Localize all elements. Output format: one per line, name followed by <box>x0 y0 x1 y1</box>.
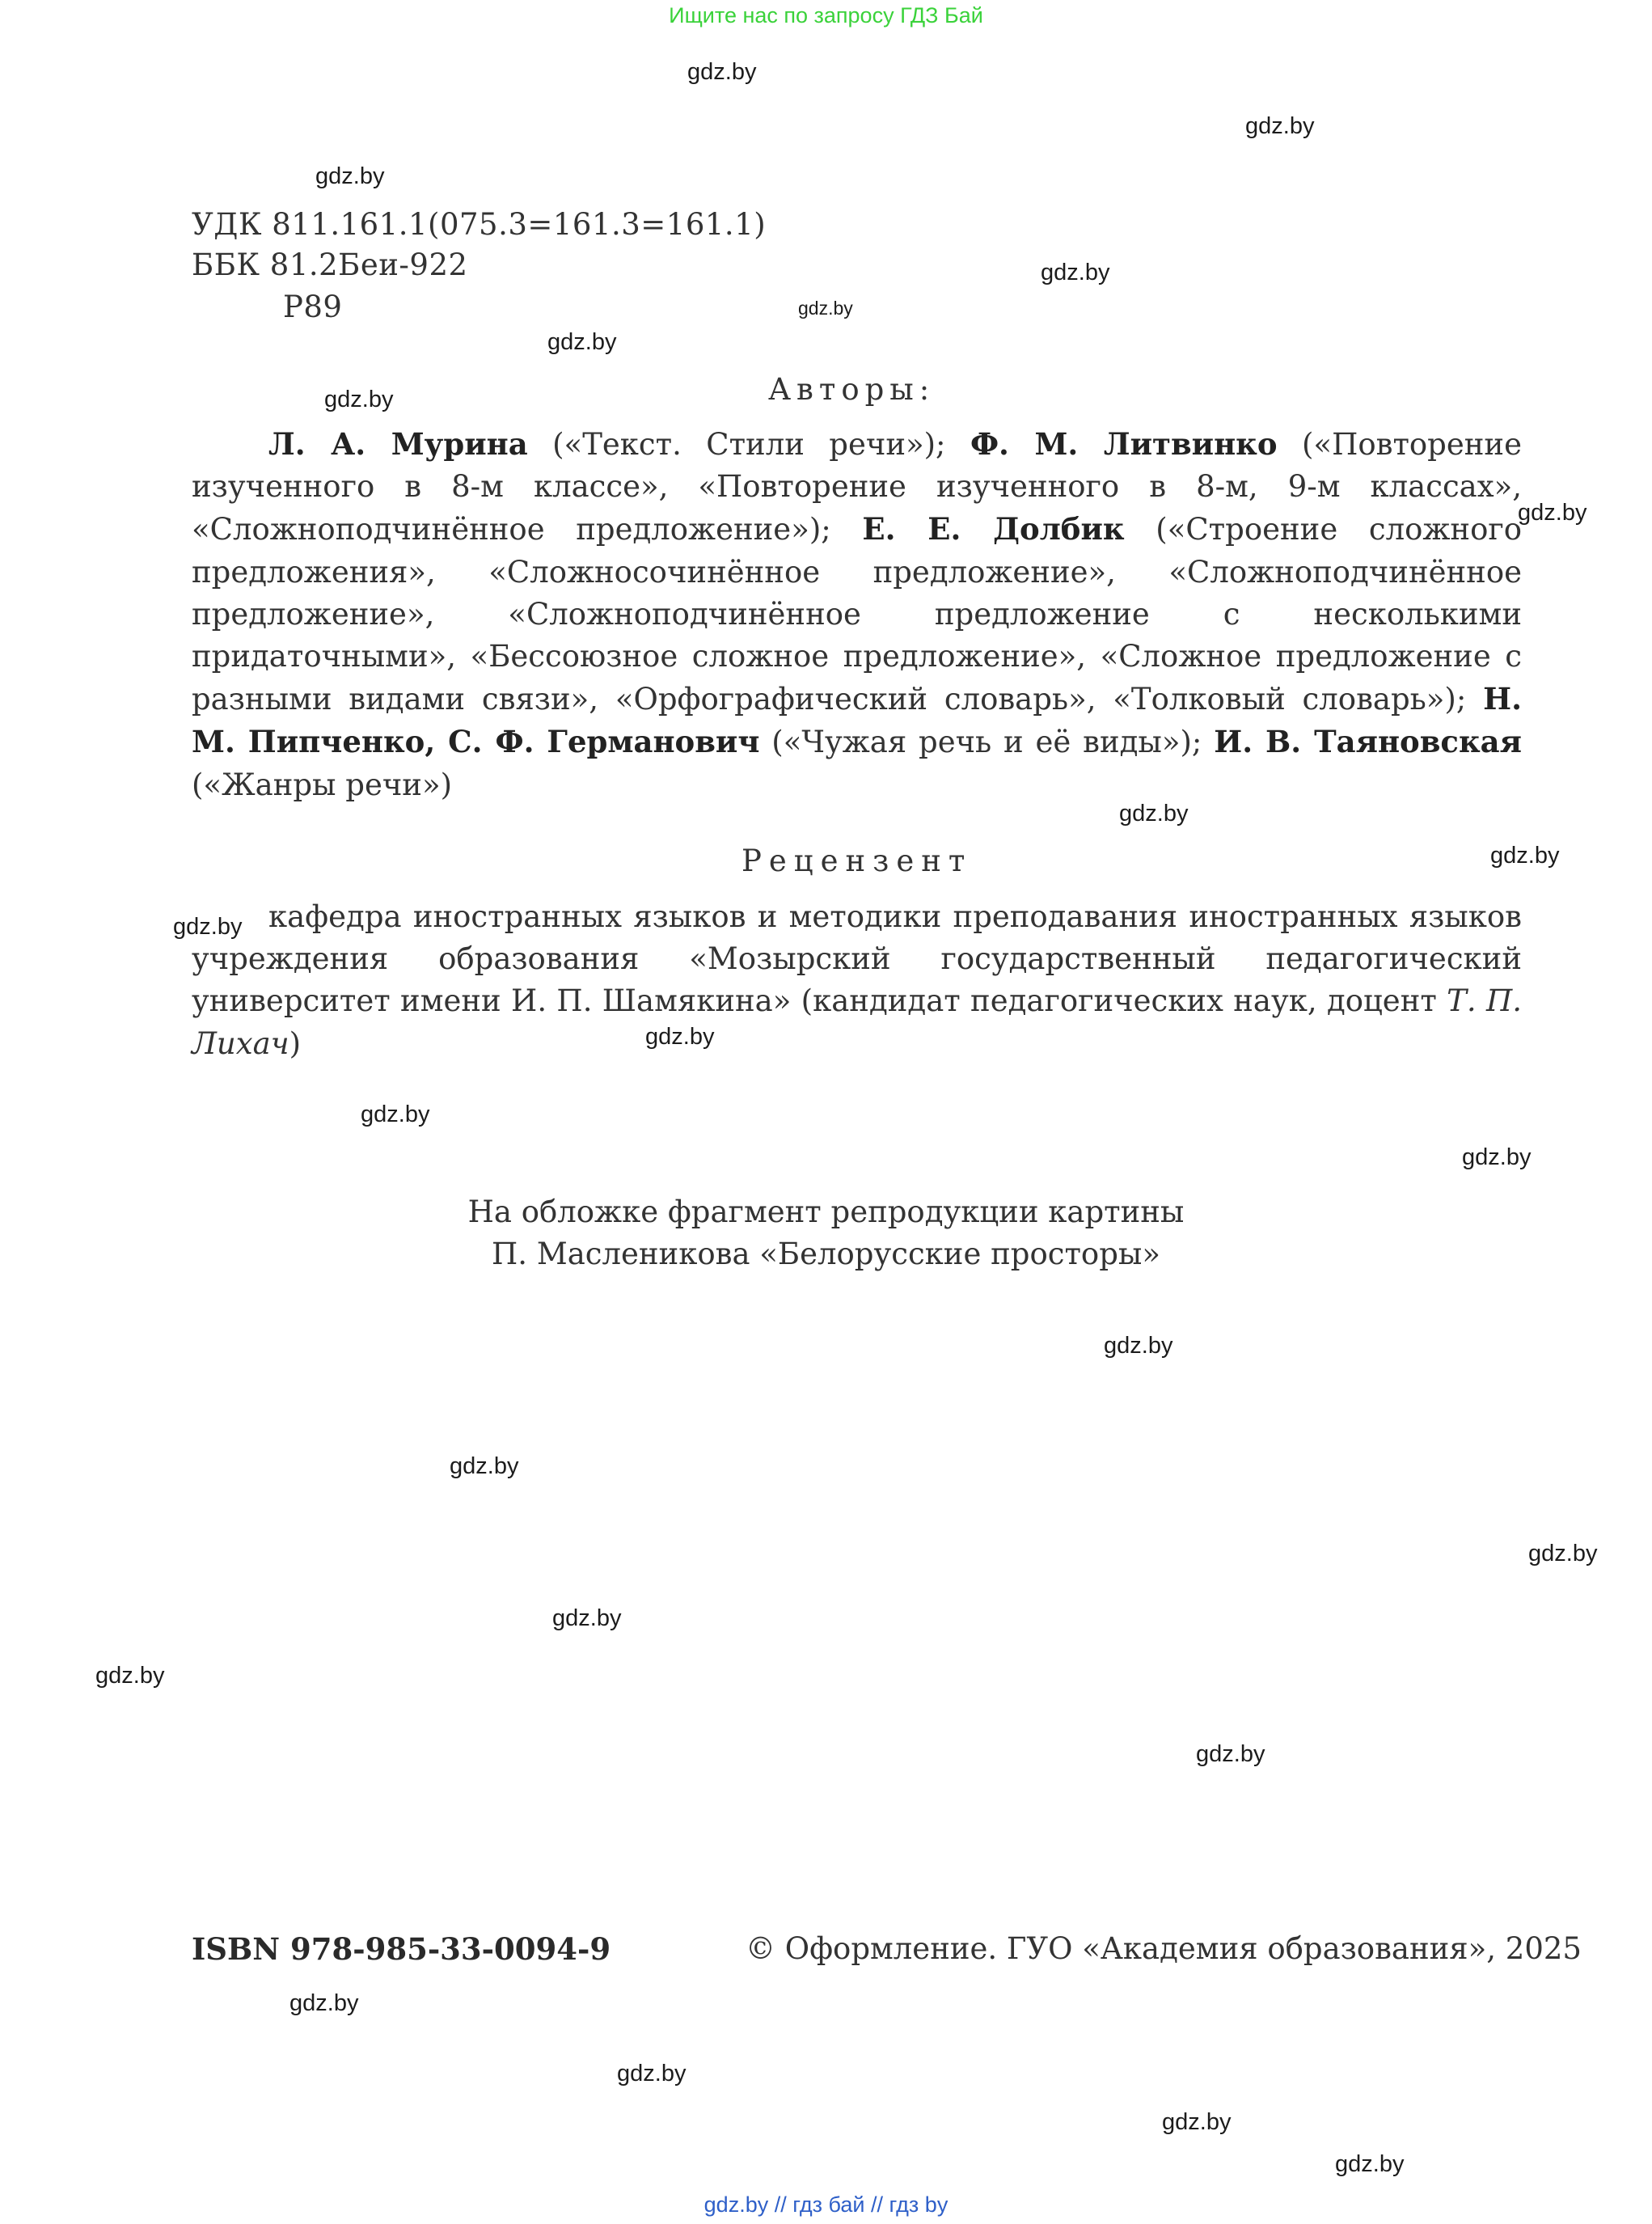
bbk-code: ББК 81.2Беи-922 <box>192 247 468 282</box>
watermark: gdz.by <box>552 1605 622 1631</box>
author-name: Ф. М. Литвинко <box>970 426 1278 462</box>
author-name: Л. А. Мурина <box>268 426 528 462</box>
footer-link[interactable]: gdz.by <box>703 2192 769 2217</box>
reviewer-paragraph <box>192 896 1522 1065</box>
author-works: («Жанры речи») <box>192 767 453 802</box>
udk-code: УДК 811.161.1(075.3=161.3=161.1) <box>192 207 767 242</box>
reviewer-text: кафедра иностранных языков и методики преподавания иностранных языков учреждения образования «Мозырский государственный педагогический университет имени И. П. Шамякина» (кандидат педагогических наук, доцент <box>192 899 1522 1019</box>
watermark: gdz.by <box>1518 500 1587 526</box>
cover-note <box>0 1191 1652 1275</box>
footer-links <box>0 2192 1652 2218</box>
watermark: gdz.by <box>1490 843 1560 869</box>
watermark: gdz.by <box>315 163 385 189</box>
authors-paragraph <box>192 423 1522 806</box>
watermark: gdz.by <box>289 1990 359 2016</box>
watermark: gdz.by <box>547 329 617 355</box>
footer-separator: // <box>774 2192 787 2217</box>
author-name: Е. Е. Долбик <box>862 511 1125 548</box>
reviewer-text-end: ) <box>289 1025 302 1061</box>
watermark: gdz.by <box>1245 113 1315 139</box>
watermark: gdz.by <box>95 1663 165 1689</box>
watermark: gdz.by <box>324 387 394 412</box>
watermark: gdz.by <box>687 59 757 85</box>
reviewer-heading: Рецензент <box>741 844 973 878</box>
author-works: («Строение сложного предложения», «Сложносочинённое предложение», «Сложноподчинённое предложение», «Сложноподчинённое предложение с несколькими придаточными», «Бессоюзное сложное предложение», «Сложное предложение с разными видами связи», «Орфографический словарь», «Толковый словарь»); <box>192 512 1523 717</box>
watermark: gdz.by <box>1462 1144 1532 1170</box>
watermark: gdz.by <box>1335 2151 1405 2177</box>
footer-link[interactable]: гдз by <box>889 2192 949 2217</box>
watermark: gdz.by <box>1162 2109 1232 2135</box>
author-name: Н. М. Пипченко, С. Ф. Германович <box>192 681 1522 760</box>
cover-line: П. Масленикова «Белорусские просторы» <box>492 1237 1160 1271</box>
authors-heading: Авторы: <box>768 372 936 407</box>
reviewer-name: Т. П. Лихач <box>192 983 1522 1061</box>
author-works: («Чужая речь и её виды»); <box>759 725 1215 760</box>
top-banner: Ищите нас по запросу ГДЗ Бай <box>669 3 983 27</box>
watermark: gdz.by <box>1196 1741 1265 1767</box>
watermark: gdz.by <box>617 2061 687 2087</box>
footer-separator: // <box>871 2192 884 2217</box>
watermark: gdz.by <box>645 1024 715 1050</box>
author-works: («Повторение изученного в 8-м классе», «Повторение изученного в 8-м, 9-м классах», «Сложноподчинённое предложение»); <box>192 427 1522 548</box>
author-mark: Р89 <box>283 290 343 324</box>
isbn: ISBN 978-985-33-0094-9 <box>192 1931 611 1967</box>
watermark: gdz.by <box>173 914 243 940</box>
watermark: gdz.by <box>1041 260 1110 285</box>
watermark: gdz.by <box>798 298 853 319</box>
author-works: («Текст. Стили речи»); <box>527 427 970 462</box>
watermark: gdz.by <box>1104 1333 1173 1359</box>
watermark: gdz.by <box>1528 1541 1598 1567</box>
watermark: gdz.by <box>450 1453 519 1479</box>
footer-link[interactable]: гдз бай <box>792 2192 865 2217</box>
watermark: gdz.by <box>1119 801 1189 827</box>
author-name: И. В. Таяновская <box>1214 724 1522 760</box>
cover-line: На обложке фрагмент репродукции картины <box>467 1194 1185 1229</box>
watermark: gdz.by <box>361 1101 430 1127</box>
copyright: © Оформление. ГУО «Академия образования», 2025 <box>746 1931 1582 1966</box>
